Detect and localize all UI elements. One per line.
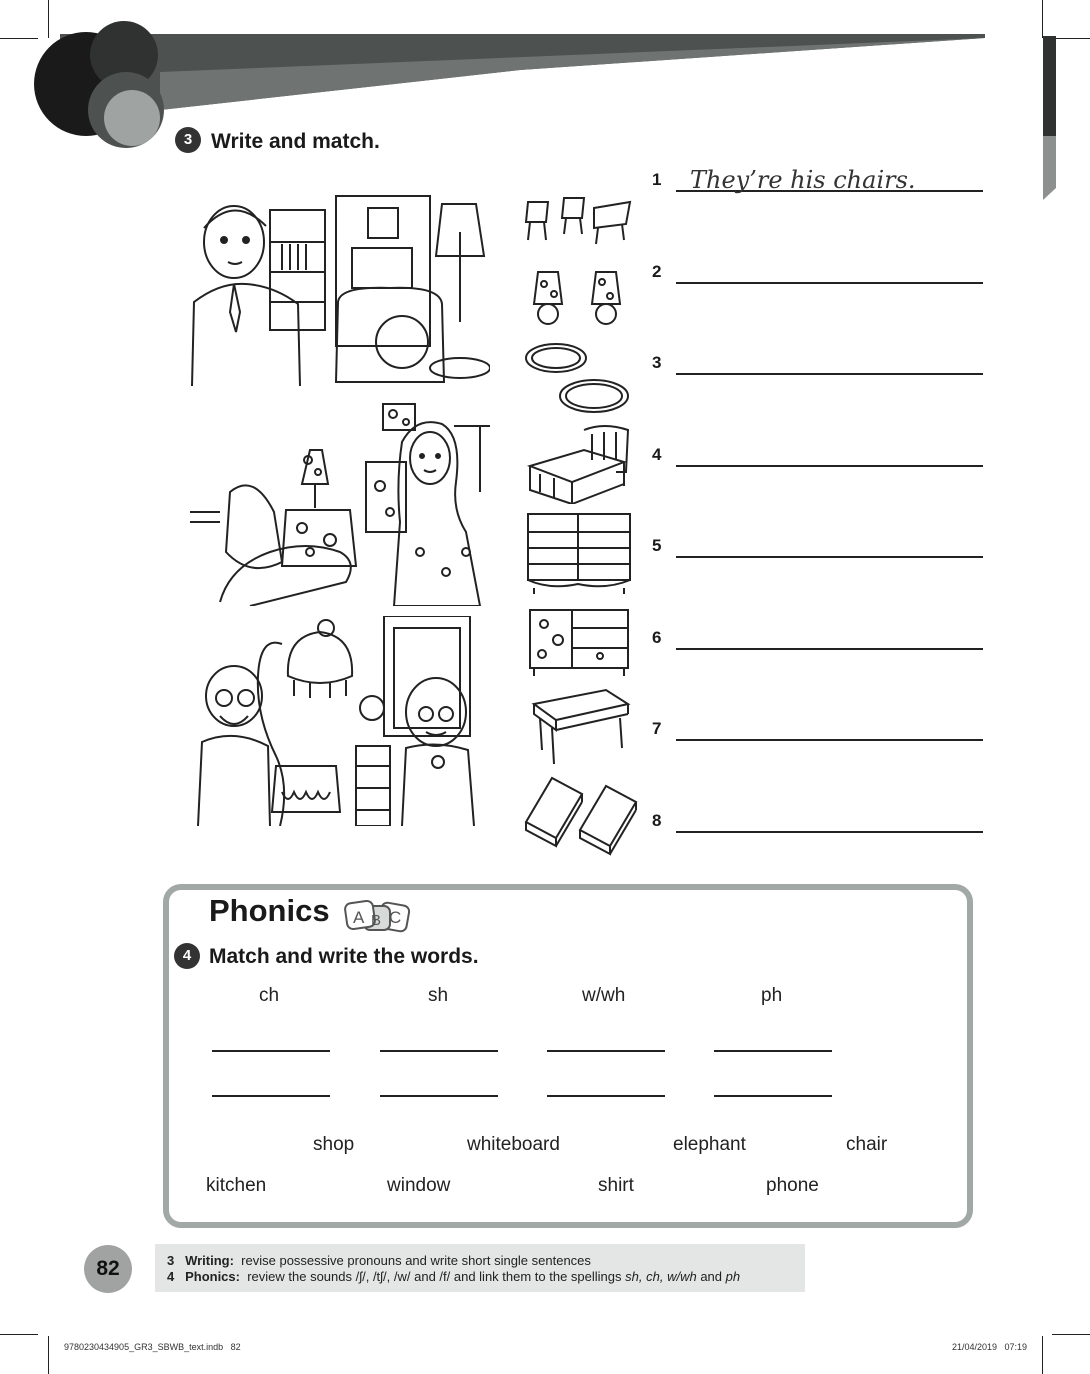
answer-number: 1 bbox=[652, 170, 662, 189]
chairs-icon bbox=[520, 176, 638, 260]
footer-date: 21/04/2019 07:19 bbox=[952, 1342, 1028, 1352]
write-line[interactable] bbox=[547, 1050, 665, 1052]
bed-icon bbox=[520, 420, 638, 504]
scene-man-illustration bbox=[190, 192, 490, 386]
word-phone: phone bbox=[766, 1175, 819, 1196]
answer-number: 6 bbox=[652, 628, 662, 647]
exercise-3-number: 3 bbox=[175, 127, 201, 153]
answer-line-7[interactable] bbox=[676, 709, 983, 741]
exercise-4-number: 4 bbox=[174, 943, 200, 969]
note-spellings: sh, ch, w/wh bbox=[625, 1269, 697, 1284]
write-line[interactable] bbox=[212, 1050, 330, 1052]
scene-grandparents-illustration bbox=[190, 616, 490, 826]
answer-line-6[interactable] bbox=[676, 618, 983, 650]
crop-mark bbox=[48, 1336, 49, 1374]
abc-blocks-icon bbox=[344, 898, 414, 934]
write-line[interactable] bbox=[212, 1095, 330, 1097]
spotted-cupboard-icon bbox=[520, 600, 638, 684]
answer-line-1[interactable] bbox=[676, 160, 983, 192]
cupboard-icon bbox=[520, 510, 638, 594]
footer-file-name: 9780230434905_GR3_SBWB_text.indb 82 bbox=[64, 1342, 241, 1352]
write-line[interactable] bbox=[547, 1095, 665, 1097]
table-icon bbox=[520, 688, 638, 772]
crop-mark bbox=[1052, 1334, 1090, 1335]
word-elephant: elephant bbox=[673, 1134, 746, 1155]
books-icon bbox=[520, 772, 638, 856]
handwritten-example-answer: They’re his chairs. bbox=[690, 166, 916, 194]
word-kitchen: kitchen bbox=[206, 1175, 267, 1196]
note-number: 3 bbox=[167, 1253, 175, 1268]
note-label: Writing: bbox=[185, 1253, 234, 1268]
answer-number: 7 bbox=[652, 719, 662, 738]
exercise-3-title: Write and match. bbox=[211, 130, 380, 153]
answer-line-8[interactable] bbox=[676, 801, 983, 833]
answer-line-3[interactable] bbox=[676, 343, 983, 375]
answer-number: 8 bbox=[652, 811, 662, 830]
write-line[interactable] bbox=[380, 1095, 498, 1097]
answer-number: 3 bbox=[652, 353, 662, 372]
column-heading-sh: sh bbox=[428, 985, 449, 1006]
exercise-4-title: Match and write the words. bbox=[209, 945, 479, 968]
note-label: Phonics: bbox=[185, 1269, 240, 1284]
word-shirt: shirt bbox=[598, 1175, 634, 1196]
page-number: 82 bbox=[84, 1245, 132, 1293]
word-whiteboard: whiteboard bbox=[467, 1134, 560, 1155]
phonics-heading: Phonics bbox=[209, 893, 330, 928]
answer-number: 5 bbox=[652, 536, 662, 555]
write-line[interactable] bbox=[714, 1050, 832, 1052]
answer-number: 2 bbox=[652, 262, 662, 281]
note-line-writing bbox=[167, 1253, 591, 1268]
note-text: revise possessive pronouns and write short single sentences bbox=[241, 1253, 591, 1268]
teacher-notes bbox=[155, 1244, 805, 1292]
answer-number: 4 bbox=[652, 445, 662, 464]
rugs-icon bbox=[520, 340, 638, 424]
word-chair: chair bbox=[846, 1134, 888, 1155]
column-heading-ch: ch bbox=[259, 985, 280, 1006]
lamps-icon bbox=[520, 258, 638, 342]
column-heading-ph: ph bbox=[761, 985, 783, 1006]
write-line[interactable] bbox=[380, 1050, 498, 1052]
answer-line-2[interactable] bbox=[676, 252, 983, 284]
column-heading-w-wh: w/wh bbox=[582, 985, 626, 1006]
note-spelling: ph bbox=[725, 1269, 741, 1284]
note-number: 4 bbox=[167, 1269, 175, 1284]
crop-mark bbox=[1042, 1336, 1043, 1374]
svg-text:A: A bbox=[353, 908, 365, 927]
phonics-panel bbox=[163, 884, 973, 1228]
note-text: and bbox=[700, 1269, 723, 1284]
crop-mark bbox=[0, 1334, 38, 1335]
note-line-phonics bbox=[167, 1269, 740, 1284]
svg-text:C: C bbox=[389, 908, 402, 927]
svg-text:B: B bbox=[371, 912, 382, 929]
note-text: review the sounds /ʃ/, /tʃ/, /w/ and /f/ and link them to the spellings bbox=[247, 1269, 622, 1284]
write-line[interactable] bbox=[714, 1095, 832, 1097]
answer-line-5[interactable] bbox=[676, 526, 983, 558]
answer-line-4[interactable] bbox=[676, 435, 983, 467]
word-window: window bbox=[387, 1175, 451, 1196]
word-shop: shop bbox=[313, 1134, 355, 1155]
scene-woman-illustration bbox=[190, 402, 490, 606]
